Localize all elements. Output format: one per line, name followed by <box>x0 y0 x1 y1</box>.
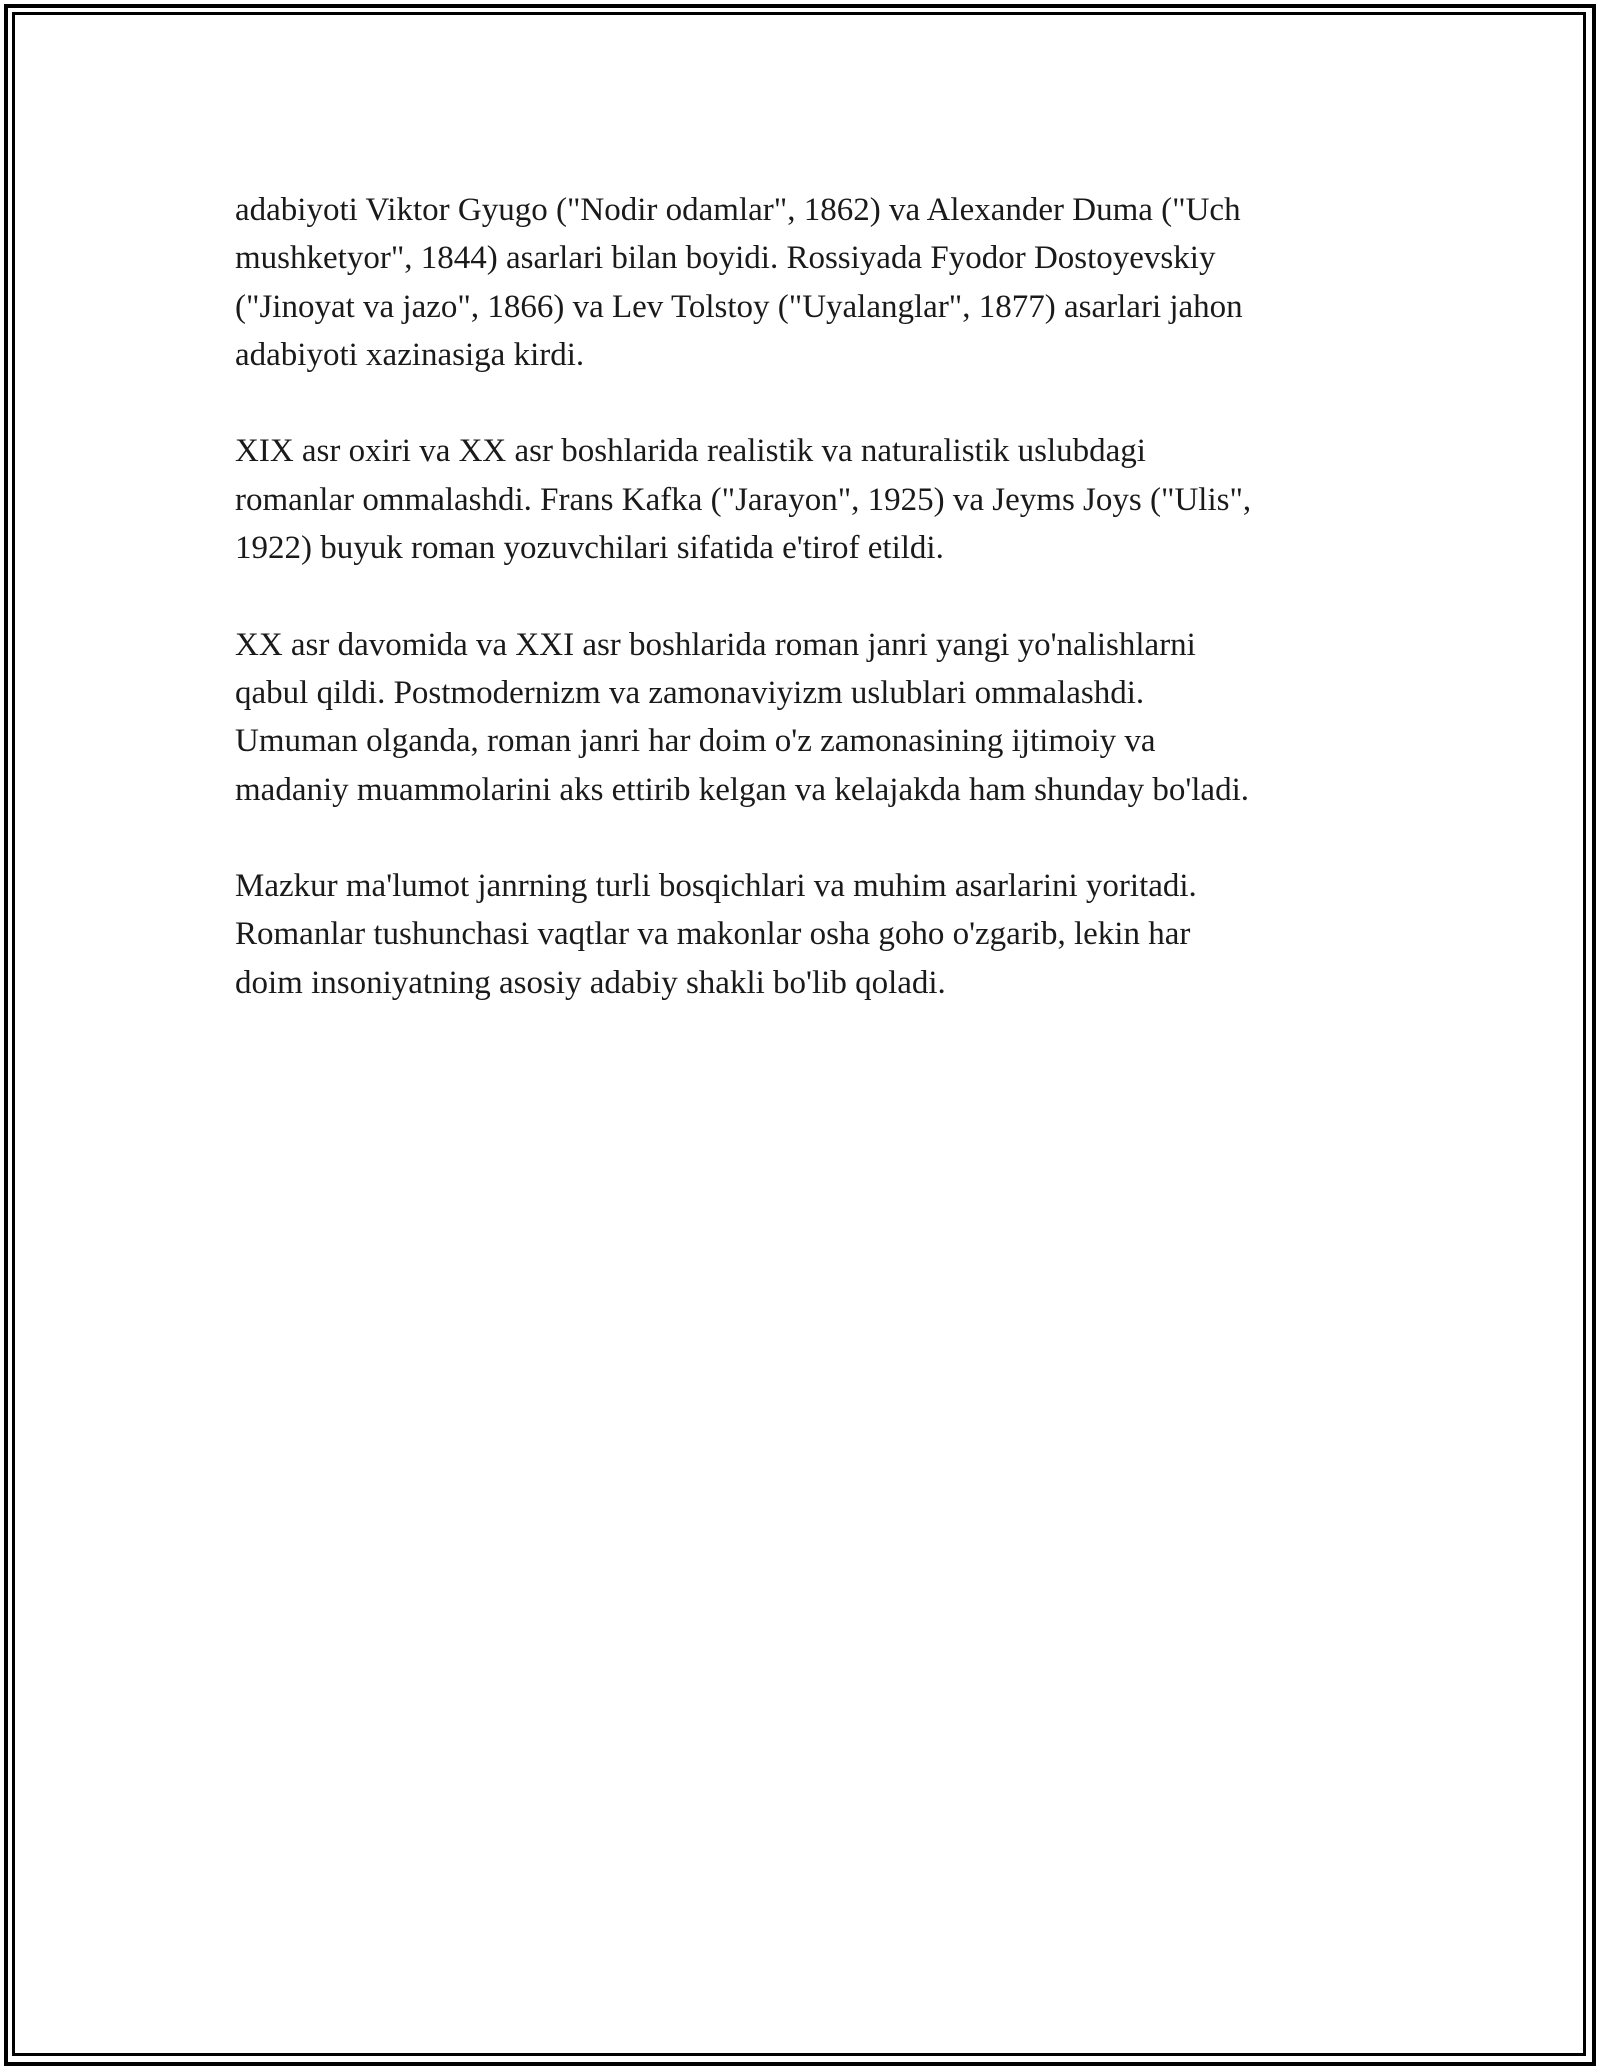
paragraph: Mazkur ma'lumot janrning turli bosqichlari va muhim asarlarini yoritadi. Romanlar tushunchasi vaqtlar va makonlar osha goho o'zgarib, lekin har doim insoniyatning asosiy adabiy shakli bo'lib qoladi. <box>235 868 1197 1001</box>
paragraph: XX asr davomida va XXI asr boshlarida roman janri yangi yo'nalishlarni qabul qildi. Postmodernizm va zamonaviyizm uslublari ommalashdi. Umuman olganda, roman janri har doim o'z zamonasining ijtimoiy va madaniy muammolarini aks ettirib kelgan va kelajakda ham shunday bo'ladi. <box>235 626 1249 808</box>
paragraph: adabiyoti Viktor Gyugo ("Nodir odamlar", 1862) va Alexander Duma ("Uch mushketyor", 1844) asarlari bilan boyidi. Rossiyada Fyodor Dostoyevskiy ("Jinoyat va jazo", 1866) va Lev Tolstoy ("Uyalanglar", 1877) asarlari jahon adabiyoti xazinasiga kirdi. <box>235 192 1243 373</box>
paragraph: XIX asr oxiri va XX asr boshlarida realistik va naturalistik uslubdagi romanlar ommalashdi. Frans Kafka ("Jarayon", 1925) va Jeyms Joys ("Ulis", 1922) buyuk roman yozuvchilari sifatida e'tirof etildi. <box>235 433 1252 567</box>
document-body <box>235 186 1385 1055</box>
